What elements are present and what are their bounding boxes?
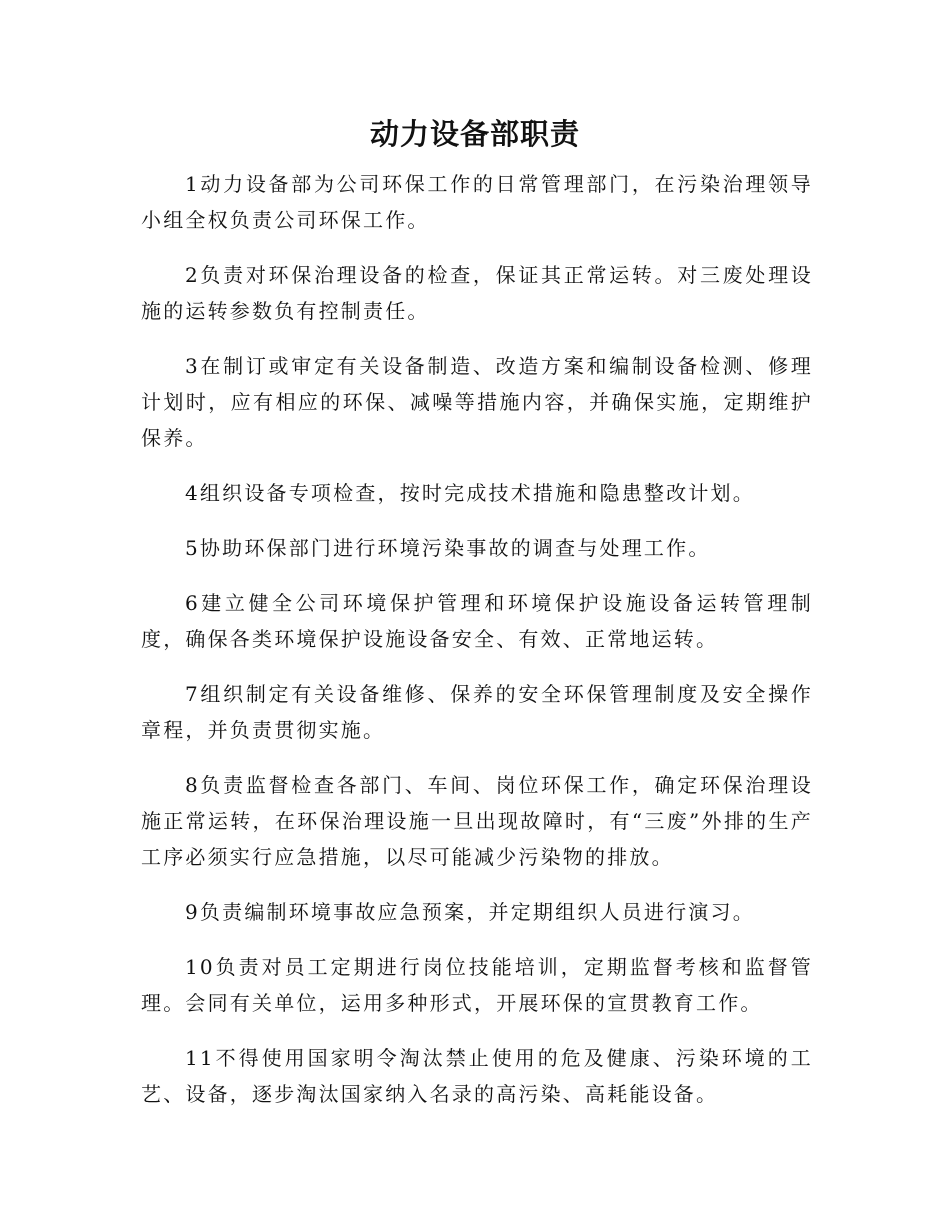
paragraph-3: 3在制订或审定有关设备制造、改造方案和编制设备检测、修理计划时，应有相应的环保、减噪等措施内容，并确保实施，定期维护保养。 [141, 354, 813, 450]
paragraph-11: 11不得使用国家明令淘汰禁止使用的危及健康、污染环境的工艺、设备，逐步淘汰国家纳入名录的高污染、高耗能设备。 [141, 1046, 813, 1106]
paragraph-4: 4组织设备专项检查，按时完成技术措施和隐患整改计划。 [185, 481, 755, 505]
paragraph-6: 6建立健全公司环境保护管理和环境保护设施设备运转管理制度，确保各类环境保护设施设备安全、有效、正常地运转。 [141, 591, 813, 651]
paragraph-7: 7组织制定有关设备维修、保养的安全环保管理制度及安全操作章程，并负责贯彻实施。 [141, 682, 813, 742]
document-body [141, 166, 813, 1131]
paragraph-10: 10负责对员工定期进行岗位技能培训，定期监督考核和监督管理。会同有关单位，运用多种形式，开展环保的宣贯教育工作。 [141, 955, 813, 1015]
paragraph-8: 8负责监督检查各部门、车间、岗位环保工作，确定环保治理设施正常运转，在环保治理设施一旦出现故障时，有“三废”外排的生产工序必须实行应急措施，以尽可能减少污染物的排放。 [141, 773, 813, 869]
paragraph-2: 2负责对环保治理设备的检查，保证其正常运转。对三废处理设施的运转参数负有控制责任。 [141, 263, 813, 323]
paragraph-9: 9负责编制环境事故应急预案，并定期组织人员进行演习。 [185, 900, 755, 924]
paragraph-5: 5协助环保部门进行环境污染事故的调查与处理工作。 [185, 536, 711, 560]
page-title: 动力设备部职责 [369, 117, 580, 151]
paragraph-1: 1动力设备部为公司环保工作的日常管理部门，在污染治理领导小组全权负责公司环保工作。 [141, 172, 813, 232]
